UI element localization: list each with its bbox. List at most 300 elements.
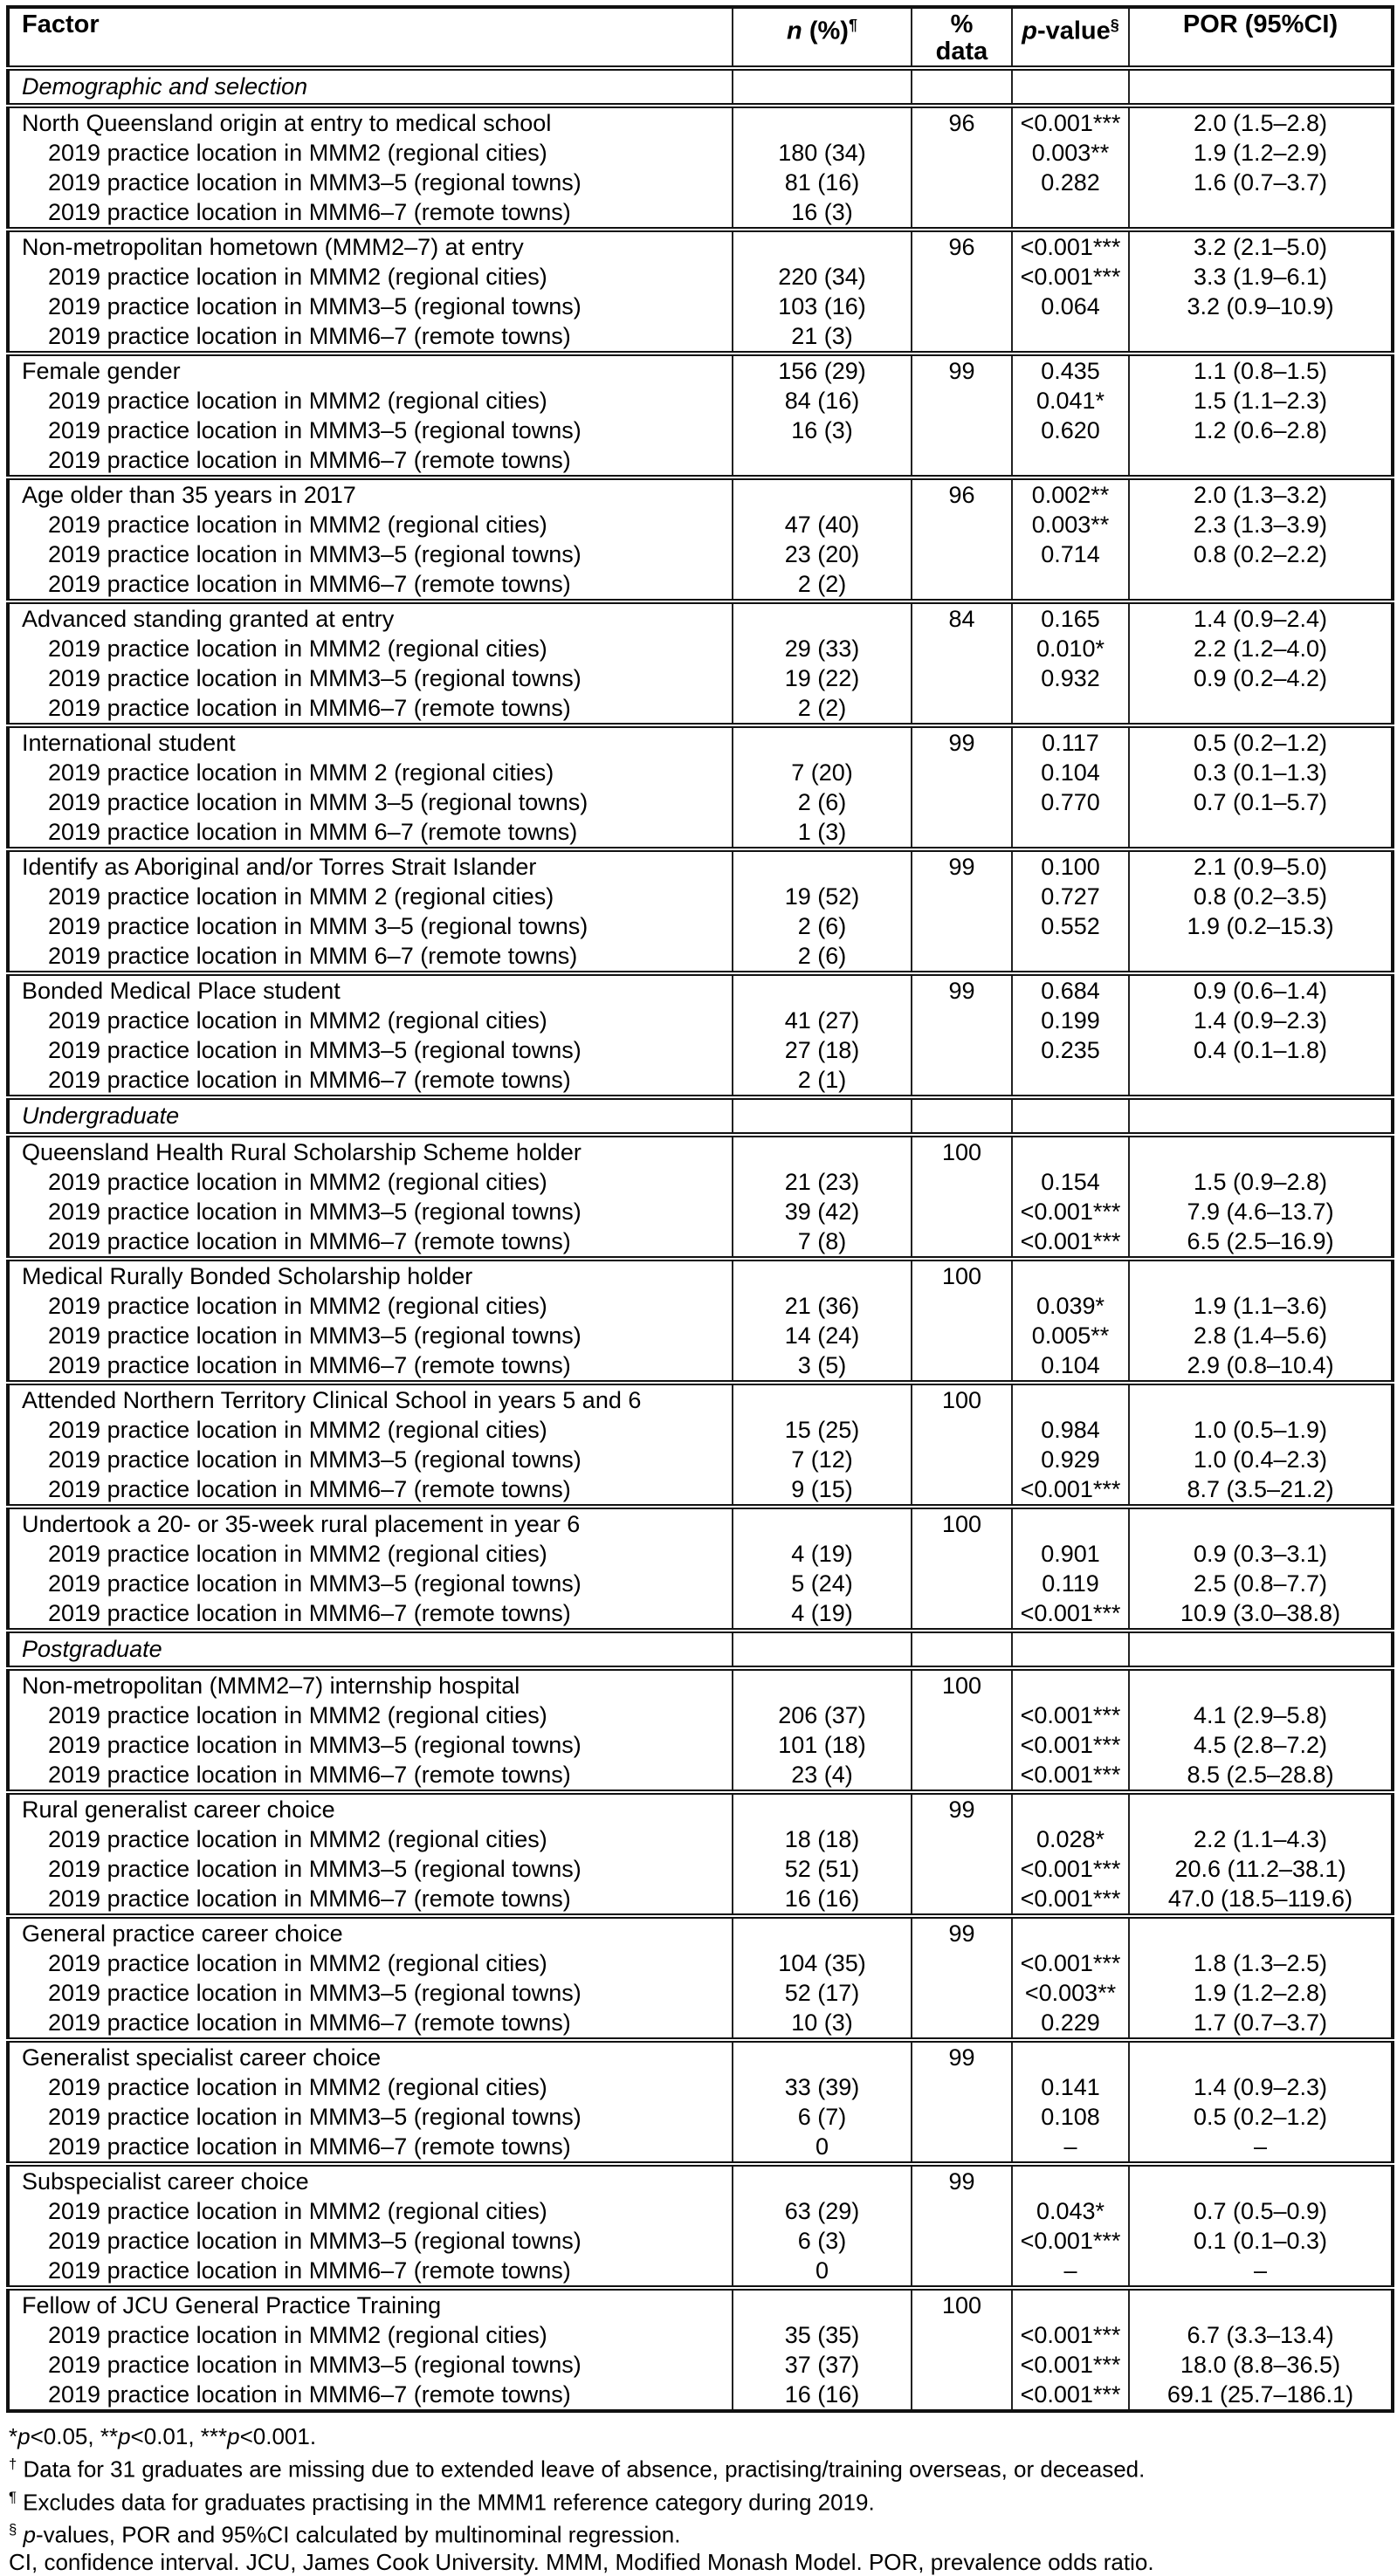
table-row	[8, 1350, 1393, 1383]
footnote-italic: p	[118, 2423, 131, 2449]
pct-data-cell: 99	[912, 354, 1012, 386]
p-value-cell: 0.003**	[1012, 510, 1129, 539]
group-header-row	[8, 1135, 1393, 1167]
pct-data-cell	[912, 2102, 1012, 2132]
por-cell: 10.9 (3.0–38.8)	[1129, 1598, 1393, 1631]
por-cell: 1.6 (0.7–3.7)	[1129, 168, 1393, 197]
n-cell: 2 (6)	[733, 911, 912, 941]
n-italic-label: n	[787, 17, 802, 45]
footnote-text: CI, confidence interval. JCU, James Cook University. MMM, Modified Monash Model. POR, prevalence odds ratio.	[9, 2548, 1154, 2575]
por-cell: 2.1 (0.9–5.0)	[1129, 849, 1393, 882]
n-cell: 2 (6)	[733, 787, 912, 817]
table-row	[8, 2256, 1393, 2288]
p-value-cell: 0.002**	[1012, 477, 1129, 510]
n-cell: 4 (19)	[733, 1539, 912, 1569]
n-cell	[733, 973, 912, 1006]
por-cell: 0.9 (0.3–3.1)	[1129, 1539, 1393, 1569]
por-cell: 1.1 (0.8–1.5)	[1129, 354, 1393, 386]
section-row	[8, 1097, 1393, 1135]
pct-data-cell	[912, 1854, 1012, 1884]
n-cell: 2 (2)	[733, 569, 912, 601]
col-header-p-value	[1012, 7, 1129, 68]
n-cell: 19 (52)	[733, 882, 912, 911]
footnote-text: <0.05, **	[30, 2423, 119, 2449]
p-value-cell: <0.001***	[1012, 2380, 1129, 2411]
por-cell: 1.9 (1.2–2.9)	[1129, 138, 1393, 168]
n-cell: 5 (24)	[733, 1569, 912, 1598]
p-value-cell: <0.001***	[1012, 2320, 1129, 2350]
por-cell: –	[1129, 2132, 1393, 2164]
n-cell: 2 (1)	[733, 1065, 912, 1097]
factor-cell: 2019 practice location in MMM3–5 (regional towns)	[48, 1322, 582, 1349]
p-value-cell	[1012, 2164, 1129, 2196]
por-cell: –	[1129, 2256, 1393, 2288]
table-row	[8, 1854, 1393, 1884]
pct-data-cell: 99	[912, 1792, 1012, 1824]
pct-data-cell	[912, 1700, 1012, 1730]
p-value-cell: 0.108	[1012, 2102, 1129, 2132]
factor-cell: 2019 practice location in MMM6–7 (remote towns)	[48, 2133, 571, 2160]
pct-data-cell	[912, 2226, 1012, 2256]
factor-cell: 2019 practice location in MMM3–5 (regional towns)	[48, 293, 582, 319]
p-value-cell: 0.901	[1012, 1539, 1129, 1569]
factor-cell: 2019 practice location in MMM3–5 (regional towns)	[48, 1856, 582, 1882]
p-value-cell	[1012, 2040, 1129, 2072]
factor-cell: 2019 practice location in MMM3–5 (regional towns)	[48, 417, 582, 443]
factor-cell: 2019 practice location in MMM2 (regional cities)	[48, 264, 547, 290]
p-value-cell: <0.001***	[1012, 1197, 1129, 1226]
por-cell	[1129, 197, 1393, 230]
n-cell: 21 (23)	[733, 1167, 912, 1197]
por-cell: 0.4 (0.1–1.8)	[1129, 1035, 1393, 1065]
n-cell: 37 (37)	[733, 2350, 912, 2380]
table-row	[8, 817, 1393, 849]
n-cell	[733, 477, 912, 510]
table-row	[8, 1291, 1393, 1321]
p-value-cell: <0.001***	[1012, 1854, 1129, 1884]
empty-cell	[912, 1097, 1012, 1135]
pct-data-cell	[912, 1978, 1012, 2008]
pct-data-cell: 96	[912, 477, 1012, 510]
pct-data-cell: 100	[912, 1383, 1012, 1415]
p-value-cell: 0.435	[1012, 354, 1129, 386]
group-header-row	[8, 1259, 1393, 1291]
empty-cell	[733, 1097, 912, 1135]
p-value-cell: 0.100	[1012, 849, 1129, 882]
p-value-cell: 0.141	[1012, 2072, 1129, 2102]
factor-cell: 2019 practice location in MMM2 (regional cities)	[48, 2074, 547, 2100]
pct-data-cell	[912, 634, 1012, 663]
pct-data-cell: 99	[912, 725, 1012, 758]
empty-cell	[1012, 68, 1129, 106]
factor-cell: 2019 practice location in MMM3–5 (regional towns)	[48, 1037, 582, 1063]
factor-cell: 2019 practice location in MMM6–7 (remote towns)	[48, 323, 571, 349]
p-value-cell: <0.001***	[1012, 2226, 1129, 2256]
pct-data-cell	[912, 569, 1012, 601]
pct-data-cell: 99	[912, 2164, 1012, 2196]
empty-cell	[733, 1631, 912, 1668]
n-cell: 0	[733, 2132, 912, 2164]
empty-cell	[1129, 1097, 1393, 1135]
pct-data-cell	[912, 663, 1012, 693]
footnote-line	[9, 2516, 1397, 2549]
p-value-cell: <0.001***	[1012, 1226, 1129, 1259]
factor-cell: 2019 practice location in MMM6–7 (remote towns)	[48, 1476, 571, 1502]
por-cell	[1129, 569, 1393, 601]
factor-cell: 2019 practice location in MMM2 (regional cities)	[48, 1541, 547, 1567]
factor-cell: 2019 practice location in MMM6–7 (remote towns)	[48, 1762, 571, 1788]
p-value-cell: 0.552	[1012, 911, 1129, 941]
n-cell: 6 (7)	[733, 2102, 912, 2132]
pct-data-cell	[912, 539, 1012, 569]
p-value-cell	[1012, 693, 1129, 725]
pct-data-cell	[912, 941, 1012, 973]
por-cell: 47.0 (18.5–119.6)	[1129, 1884, 1393, 1916]
p-value-cell: 0.005**	[1012, 1321, 1129, 1350]
p-value-cell	[1012, 1065, 1129, 1097]
factor-cell: 2019 practice location in MMM2 (regional cities)	[48, 1293, 547, 1319]
n-cell: 35 (35)	[733, 2320, 912, 2350]
table-row	[8, 941, 1393, 973]
factor-cell: 2019 practice location in MMM3–5 (regional towns)	[48, 1446, 582, 1473]
pct-data-cell	[912, 1730, 1012, 1760]
n-cell: 41 (27)	[733, 1006, 912, 1035]
n-cell	[733, 1507, 912, 1539]
factor-cell: 2019 practice location in MMM2 (regional cities)	[48, 1702, 547, 1728]
pct-data-cell	[912, 292, 1012, 321]
por-cell: 1.5 (0.9–2.8)	[1129, 1167, 1393, 1197]
p-value-cell: 0.727	[1012, 882, 1129, 911]
p-value-cell: <0.001***	[1012, 262, 1129, 292]
pct-data-cell	[912, 758, 1012, 787]
n-cell: 27 (18)	[733, 1035, 912, 1065]
table-row	[8, 2132, 1393, 2164]
group-header-row	[8, 2288, 1393, 2320]
pct-data-cell	[912, 2196, 1012, 2226]
table-row	[8, 445, 1393, 477]
p-italic-label: p	[1022, 17, 1037, 45]
n-cell: 101 (18)	[733, 1730, 912, 1760]
por-cell	[1129, 1135, 1393, 1167]
p-value-cell: <0.001***	[1012, 1474, 1129, 1507]
table-row	[8, 1569, 1393, 1598]
p-value-cell	[1012, 197, 1129, 230]
pct-data-cell	[912, 911, 1012, 941]
pct-data-cell	[912, 2320, 1012, 2350]
table-row	[8, 1035, 1393, 1065]
por-cell: 2.8 (1.4–5.6)	[1129, 1321, 1393, 1350]
pct-data-cell	[912, 197, 1012, 230]
n-cell: 180 (34)	[733, 138, 912, 168]
por-cell: 1.8 (1.3–2.5)	[1129, 1948, 1393, 1978]
table-row	[8, 1167, 1393, 1197]
n-cell: 14 (24)	[733, 1321, 912, 1350]
por-cell: 6.7 (3.3–13.4)	[1129, 2320, 1393, 2350]
table-row	[8, 787, 1393, 817]
factor-cell: 2019 practice location in MMM6–7 (remote towns)	[48, 2381, 571, 2408]
table-row	[8, 2320, 1393, 2350]
p-value-cell	[1012, 1668, 1129, 1700]
por-cell	[1129, 2164, 1393, 2196]
pct-data-cell	[912, 1474, 1012, 1507]
group-header-row	[8, 230, 1393, 262]
factor-cell: 2019 practice location in MMM6–7 (remote towns)	[48, 447, 571, 473]
n-superscript: ¶	[848, 16, 857, 33]
p-value-cell: 0.714	[1012, 539, 1129, 569]
col-header-por	[1129, 7, 1393, 68]
factor-cell: 2019 practice location in MMM3–5 (regional towns)	[48, 2352, 582, 2378]
pct-data-cell	[912, 168, 1012, 197]
p-value-cell: 0.932	[1012, 663, 1129, 693]
table-header-row	[8, 7, 1393, 68]
n-cell: 23 (4)	[733, 1760, 912, 1792]
p-value-cell	[1012, 941, 1129, 973]
pct-data-cell	[912, 2350, 1012, 2380]
por-cell: 2.9 (0.8–10.4)	[1129, 1350, 1393, 1383]
table-row	[8, 693, 1393, 725]
por-cell: 3.2 (2.1–5.0)	[1129, 230, 1393, 262]
footnotes	[9, 2423, 1397, 2576]
pct-data-cell	[912, 1321, 1012, 1350]
col-header-factor	[8, 7, 733, 68]
n-cell: 52 (17)	[733, 1978, 912, 2008]
n-cell	[733, 2164, 912, 2196]
footnote-text: <0.01, ***	[130, 2423, 228, 2449]
table-row	[8, 911, 1393, 941]
p-value-cell: <0.001***	[1012, 1700, 1129, 1730]
p-value-cell: <0.003**	[1012, 1978, 1129, 2008]
p-value-cell	[1012, 1916, 1129, 1948]
pct-data-cell: 100	[912, 1507, 1012, 1539]
n-cell	[733, 725, 912, 758]
pct-data-cell	[912, 2132, 1012, 2164]
por-cell: 2.0 (1.3–3.2)	[1129, 477, 1393, 510]
factor-cell: Age older than 35 years in 2017	[8, 477, 733, 510]
por-cell: 4.5 (2.8–7.2)	[1129, 1730, 1393, 1760]
footnote-text: -values, POR and 95%CI calculated by multinominal regression.	[35, 2521, 681, 2548]
por-cell: 3.2 (0.9–10.9)	[1129, 292, 1393, 321]
table-row	[8, 197, 1393, 230]
pct-data-cell	[912, 1948, 1012, 1978]
n-cell: 16 (3)	[733, 416, 912, 445]
group-header-row	[8, 1383, 1393, 1415]
p-value-cell	[1012, 1135, 1129, 1167]
por-cell	[1129, 1916, 1393, 1948]
n-rest-label: (%)	[802, 17, 849, 45]
n-cell	[733, 230, 912, 262]
factor-cell: 2019 practice location in MMM2 (regional cities)	[48, 512, 547, 538]
por-cell: 1.4 (0.9–2.4)	[1129, 601, 1393, 634]
pct-line2-label: data	[935, 38, 988, 65]
factor-cell: 2019 practice location in MMM3–5 (regional towns)	[48, 1570, 582, 1597]
pct-data-cell: 99	[912, 1916, 1012, 1948]
table-row	[8, 1598, 1393, 1631]
pct-data-cell	[912, 2380, 1012, 2411]
table-row	[8, 1321, 1393, 1350]
por-cell: 2.3 (1.3–3.9)	[1129, 510, 1393, 539]
group-header-row	[8, 1792, 1393, 1824]
factor-cell: 2019 practice location in MMM2 (regional cities)	[48, 1950, 547, 1976]
por-cell	[1129, 1507, 1393, 1539]
pct-data-cell	[912, 1035, 1012, 1065]
n-cell: 16 (16)	[733, 2380, 912, 2411]
por-cell: 0.1 (0.1–0.3)	[1129, 2226, 1393, 2256]
por-cell: 2.2 (1.2–4.0)	[1129, 634, 1393, 663]
empty-cell	[1129, 1631, 1393, 1668]
pct-data-cell	[912, 1006, 1012, 1035]
factor-cell: 2019 practice location in MMM3–5 (regional towns)	[48, 1199, 582, 1225]
pct-data-cell	[912, 693, 1012, 725]
empty-cell	[1012, 1097, 1129, 1135]
section-label-cell: Undergraduate	[8, 1097, 733, 1135]
table-row	[8, 2226, 1393, 2256]
por-cell: 3.3 (1.9–6.1)	[1129, 262, 1393, 292]
section-label-cell: Postgraduate	[8, 1631, 733, 1668]
factor-cell: 2019 practice location in MMM6–7 (remote towns)	[48, 199, 571, 225]
table-row	[8, 569, 1393, 601]
p-value-cell: 0.282	[1012, 168, 1129, 197]
table-row	[8, 292, 1393, 321]
pct-data-cell	[912, 1350, 1012, 1383]
factor-cell: 2019 practice location in MMM 2 (regional cities)	[48, 759, 554, 786]
n-cell: 7 (8)	[733, 1226, 912, 1259]
footnote-text: Data for 31 graduates are missing due to extended leave of absence, practising/training overseas, or deceased.	[17, 2456, 1146, 2483]
p-value-cell	[1012, 569, 1129, 601]
por-cell: 0.7 (0.1–5.7)	[1129, 787, 1393, 817]
p-value-cell: 0.119	[1012, 1569, 1129, 1598]
n-cell	[733, 2288, 912, 2320]
pct-data-cell	[912, 1824, 1012, 1854]
n-cell: 10 (3)	[733, 2008, 912, 2040]
factor-cell: 2019 practice location in MMM2 (regional cities)	[48, 1826, 547, 1852]
n-cell: 2 (6)	[733, 941, 912, 973]
group-header-row	[8, 2164, 1393, 2196]
por-cell: 20.6 (11.2–38.1)	[1129, 1854, 1393, 1884]
factor-cell: 2019 practice location in MMM2 (regional cities)	[48, 1007, 547, 1034]
p-value-cell	[1012, 1792, 1129, 1824]
footnote-line	[9, 2450, 1397, 2483]
pct-data-cell	[912, 138, 1012, 168]
p-value-cell: 0.770	[1012, 787, 1129, 817]
n-cell: 2 (2)	[733, 693, 912, 725]
pct-data-cell	[912, 1197, 1012, 1226]
p-value-cell: 0.154	[1012, 1167, 1129, 1197]
por-cell: 4.1 (2.9–5.8)	[1129, 1700, 1393, 1730]
pct-data-cell	[912, 1445, 1012, 1474]
table-row	[8, 321, 1393, 354]
pct-data-cell: 96	[912, 230, 1012, 262]
footnote-italic: p	[17, 2423, 31, 2449]
n-cell: 19 (22)	[733, 663, 912, 693]
table-row	[8, 1824, 1393, 1854]
por-cell: 1.9 (0.2–15.3)	[1129, 911, 1393, 941]
factor-cell: 2019 practice location in MMM2 (regional cities)	[48, 2198, 547, 2224]
table-row	[8, 1948, 1393, 1978]
por-cell: 8.5 (2.5–28.8)	[1129, 1760, 1393, 1792]
factor-cell: 2019 practice location in MMM3–5 (regional towns)	[48, 2228, 582, 2254]
n-cell	[733, 601, 912, 634]
p-value-cell	[1012, 1259, 1129, 1291]
factor-cell: 2019 practice location in MMM3–5 (regional towns)	[48, 169, 582, 196]
empty-cell	[912, 68, 1012, 106]
factor-cell: 2019 practice location in MMM 2 (regional cities)	[48, 883, 554, 910]
p-value-cell: <0.001***	[1012, 106, 1129, 138]
pct-data-cell: 100	[912, 1135, 1012, 1167]
p-value-cell: <0.001***	[1012, 1730, 1129, 1760]
factor-cell: 2019 practice location in MMM2 (regional cities)	[48, 1169, 547, 1195]
group-header-row	[8, 477, 1393, 510]
table-row	[8, 168, 1393, 197]
n-cell	[733, 1792, 912, 1824]
p-value-cell: –	[1012, 2256, 1129, 2288]
por-cell: 1.9 (1.1–3.6)	[1129, 1291, 1393, 1321]
group-header-row	[8, 1916, 1393, 1948]
pct-data-cell	[912, 1569, 1012, 1598]
factor-cell: Subspecialist career choice	[8, 2164, 733, 2196]
section-row	[8, 1631, 1393, 1668]
table-row	[8, 1445, 1393, 1474]
n-cell	[733, 1916, 912, 1948]
table-row	[8, 386, 1393, 416]
group-header-row	[8, 725, 1393, 758]
table-row	[8, 2072, 1393, 2102]
group-header-row	[8, 849, 1393, 882]
p-value-cell	[1012, 2288, 1129, 2320]
n-cell: 9 (15)	[733, 1474, 912, 1507]
n-cell: 0	[733, 2256, 912, 2288]
table-row	[8, 1197, 1393, 1226]
por-cell	[1129, 817, 1393, 849]
n-cell	[733, 2040, 912, 2072]
factor-cell: 2019 practice location in MMM3–5 (regional towns)	[48, 2104, 582, 2130]
table-row	[8, 1539, 1393, 1569]
table-row	[8, 1730, 1393, 1760]
por-cell: 8.7 (3.5–21.2)	[1129, 1474, 1393, 1507]
pct-data-cell: 100	[912, 1668, 1012, 1700]
table-row	[8, 1978, 1393, 2008]
n-cell: 81 (16)	[733, 168, 912, 197]
group-header-row	[8, 1668, 1393, 1700]
p-value-cell: 0.929	[1012, 1445, 1129, 1474]
por-cell	[1129, 1065, 1393, 1097]
table-row	[8, 2008, 1393, 2040]
table-row	[8, 1006, 1393, 1035]
por-cell: 0.9 (0.6–1.4)	[1129, 973, 1393, 1006]
table-row	[8, 2196, 1393, 2226]
pct-data-cell	[912, 1884, 1012, 1916]
por-cell: 0.8 (0.2–3.5)	[1129, 882, 1393, 911]
n-cell: 21 (36)	[733, 1291, 912, 1321]
factor-cell: 2019 practice location in MMM3–5 (regional towns)	[48, 541, 582, 567]
pct-data-cell: 99	[912, 973, 1012, 1006]
p-value-cell: 0.043*	[1012, 2196, 1129, 2226]
por-cell: 1.0 (0.4–2.3)	[1129, 1445, 1393, 1474]
pct-data-cell	[912, 2008, 1012, 2040]
pct-line1-label: %	[950, 10, 974, 38]
p-value-cell	[1012, 445, 1129, 477]
por-cell: 2.5 (0.8–7.7)	[1129, 1569, 1393, 1598]
factor-cell: 2019 practice location in MMM6–7 (remote towns)	[48, 1228, 571, 1254]
factor-cell: 2019 practice location in MMM6–7 (remote towns)	[48, 695, 571, 721]
factor-cell: 2019 practice location in MMM6–7 (remote towns)	[48, 2257, 571, 2284]
factor-cell: 2019 practice location in MMM6–7 (remote towns)	[48, 1067, 571, 1093]
p-value-cell: 0.010*	[1012, 634, 1129, 663]
por-cell	[1129, 1792, 1393, 1824]
por-cell: 0.5 (0.2–1.2)	[1129, 725, 1393, 758]
n-cell: 16 (16)	[733, 1884, 912, 1916]
table-row	[8, 1065, 1393, 1097]
footnote-text: *	[9, 2423, 18, 2449]
